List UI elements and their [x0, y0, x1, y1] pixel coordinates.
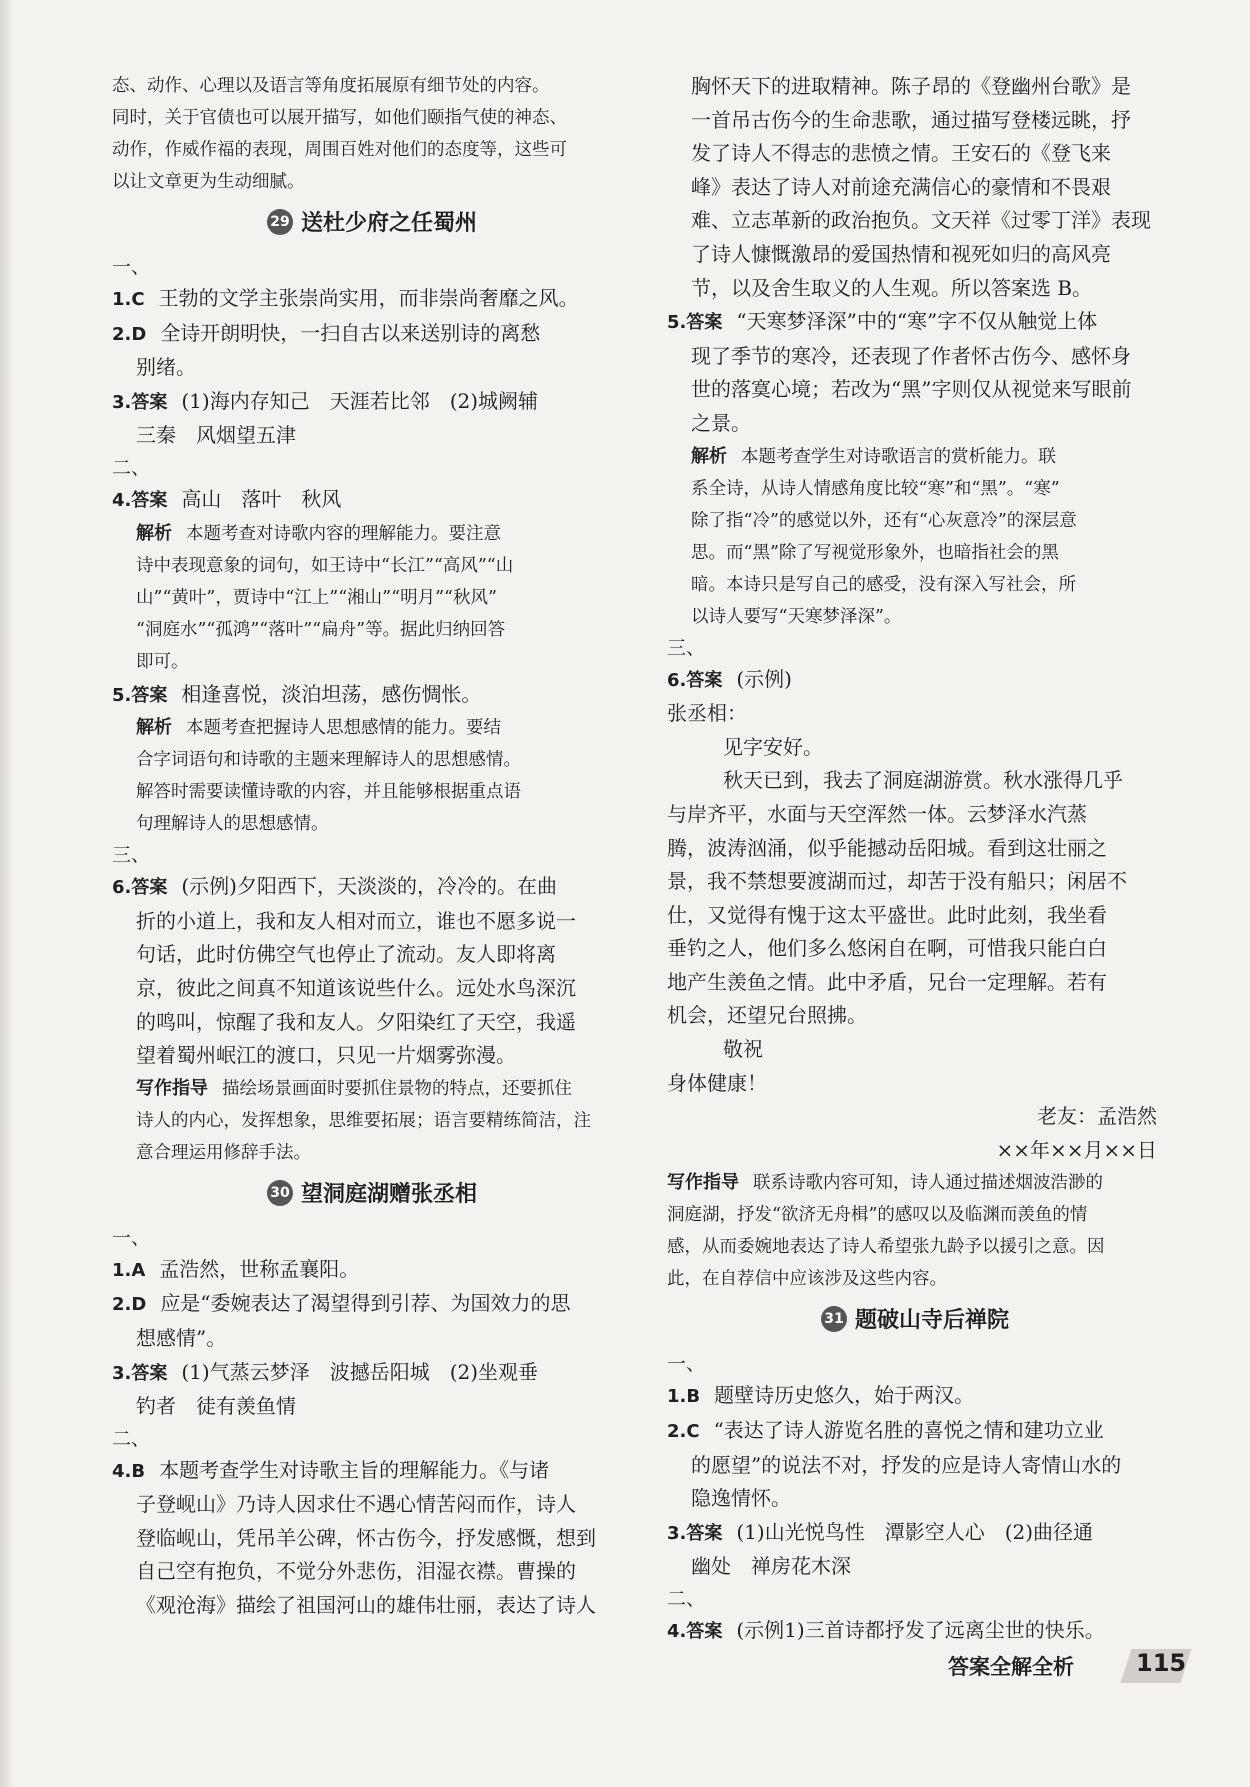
- answer-text: 别绪。: [136, 355, 196, 380]
- answer-item: [112, 282, 632, 317]
- text-line: 解答时需要读懂诗歌的内容，并且能够根据重点语: [136, 782, 521, 803]
- text-line: 除了指“冷”的感觉以外，还有“心灰意冷”的深层意: [691, 510, 1077, 531]
- part-heading: 二、: [112, 1427, 151, 1450]
- text-line: 意合理运用修辞手法。: [136, 1142, 311, 1163]
- writing-guide-block: [112, 1073, 632, 1169]
- answer-text: 孟浩然，世称孟襄阳。: [159, 1256, 360, 1281]
- text-line: 感，从而委婉地表达了诗人希望张九龄予以援引之意。因: [667, 1237, 1105, 1258]
- text-line: 折的小道上，我和友人相对而立，谁也不愿多说一: [136, 908, 576, 933]
- question-label: 4.答案: [667, 1621, 723, 1642]
- writing-guide-block: [667, 1167, 1163, 1295]
- part-heading: 一、: [112, 256, 151, 278]
- text-line: 胸怀天下的进取精神。陈子昂的《登幽州台歌》是: [691, 74, 1131, 98]
- analysis-label: 解析: [136, 717, 172, 739]
- answer-text: 全诗开朗明快，一扫自古以来送别诗的离愁: [160, 320, 541, 345]
- continued-answer: [667, 70, 1163, 305]
- letter-closing: 敬祝: [723, 1037, 763, 1062]
- text-line: 联系诗歌内容可知，诗人通过描述烟波浩渺的: [753, 1173, 1103, 1194]
- answer-block: [667, 1414, 1163, 1516]
- letter-greeting: 见字安好。: [723, 734, 823, 759]
- analysis-label: 解析: [691, 445, 727, 467]
- page-footer: [948, 1647, 1208, 1687]
- text-line: 登临岘山，凭吊羊公碑，怀古伤今，抒发感慨，想到: [136, 1525, 596, 1550]
- text-line: 系全诗，从诗人情感角度比较“寒”和“黑”。“寒”: [691, 478, 1060, 499]
- text-line: 诗人的内心，发挥想象，思维要拓展；语言要精练简洁，注: [136, 1110, 591, 1131]
- text-line: 本题考查对诗歌内容的理解能力。要注意: [186, 523, 501, 544]
- text-line: 难、立志革新的政治抱负。文天祥《过零丁洋》表现: [691, 208, 1151, 233]
- text-line: 峰》表达了诗人对前途充满信心的豪情和不畏艰: [691, 174, 1111, 199]
- section-number-badge: 29: [267, 209, 293, 235]
- answer-text: (1)气蒸云梦泽 波撼岳阳城 (2)坐观垂: [181, 1359, 539, 1384]
- answer-item: [112, 483, 632, 518]
- answer-text: 想感情”。: [136, 1325, 227, 1350]
- section-title-29: [112, 202, 632, 246]
- analysis-block: [112, 712, 632, 840]
- question-label: 4.B: [112, 1460, 146, 1482]
- text-line: 了诗人慷慨激昂的爱国热情和视死如归的高风亮: [691, 241, 1111, 266]
- text-line: 机会，还望兄台照拂。: [667, 1003, 867, 1028]
- question-label: 6.答案: [667, 669, 723, 691]
- answer-text: 应是“委婉表达了渴望得到引荐、为国效力的思: [160, 1291, 571, 1316]
- question-label: 5.答案: [667, 312, 723, 334]
- text-line: 洞庭湖，抒发“欲济无舟楫”的感叹以及临渊而羡鱼的情: [667, 1205, 1088, 1226]
- answer-item: [112, 1287, 632, 1322]
- answer-text: 钓者 徒有羡鱼情: [136, 1394, 296, 1419]
- part-heading: 一、: [667, 1353, 706, 1376]
- text-line: 思。而“黑”除了写视觉形象外，也暗指社会的黑: [691, 542, 1059, 563]
- part-heading: 三、: [112, 844, 151, 867]
- analysis-block: [667, 441, 1163, 633]
- text-line: 一首吊古伤今的生命悲歌，通过描写登楼远眺，抒: [691, 107, 1131, 132]
- text-line: 仕，又觉得有愧于这太平盛世。此时此刻，我坐看: [667, 902, 1107, 927]
- question-label: 5.答案: [112, 684, 168, 706]
- answer-text: (1)山光悦鸟性 潭影空人心 (2)曲径通: [736, 1519, 1094, 1544]
- left-column: [112, 70, 632, 1623]
- section-title-31: [667, 1299, 1163, 1343]
- text-line: 本题考查学生对诗歌语言的赏析能力。联: [741, 446, 1056, 467]
- answer-text: 高山 落叶 秋风: [181, 486, 342, 511]
- answer-item: [667, 663, 1163, 698]
- answer-item: [112, 317, 632, 352]
- text-line: 句理解诗人的思想感情。: [136, 814, 329, 835]
- question-label: 2.D: [112, 1294, 147, 1316]
- part-heading: 二、: [667, 1588, 706, 1610]
- text-line: (示例)夕阳西下，天淡淡的，冷冷的。在曲: [181, 874, 557, 899]
- text-line: 诗中表现意象的词句，如王诗中“长江”“高风”“山: [136, 555, 514, 576]
- answer-item: [667, 1614, 1163, 1649]
- text-line: 以诗人要写“天寒梦泽深”。: [691, 606, 902, 627]
- text-line: 节，以及舍生取义的人生观。所以答案选 B。: [691, 275, 1093, 300]
- question-label: 2.C: [667, 1421, 700, 1443]
- text-line: 与岸齐平，水面与天空浑然一体。云梦泽水汽蒸: [667, 801, 1087, 826]
- answer-text: 王勃的文学主张崇尚实用，而非崇尚奢靡之风。: [158, 286, 579, 310]
- answer-block: [667, 305, 1163, 440]
- text-line: 的鸣叫，惊醒了我和友人。夕阳染红了天空，我遥: [136, 1009, 576, 1034]
- section-title-text: 望洞庭湖赠张丞相: [300, 1181, 477, 1207]
- text-line: 动作，作威作福的表现，周围百姓对他们的态度等，这些可: [112, 140, 567, 160]
- text-line: “天寒梦泽深”中的“寒”字不仅从触觉上体: [736, 309, 1098, 334]
- text-line: 腾，波涛汹涌，似乎能撼动岳阳城。看到这壮丽之: [667, 835, 1107, 860]
- text-line: 秋天已到，我去了洞庭湖游赏。秋水涨得几乎: [723, 768, 1123, 793]
- part-heading: 三、: [667, 636, 706, 659]
- question-label: 1.A: [112, 1259, 146, 1281]
- answer-item: [112, 385, 632, 420]
- letter-closing: 身体健康！: [667, 1070, 767, 1095]
- question-label: 6.答案: [112, 877, 168, 899]
- text-line: 隐逸情怀。: [691, 1486, 791, 1511]
- text-line: 态、动作、心理以及语言等角度拓展原有细节处的内容。: [112, 76, 550, 96]
- guide-label: 写作指导: [136, 1077, 208, 1099]
- right-column: [667, 70, 1163, 1649]
- footer-label: 答案全解全析: [948, 1655, 1074, 1679]
- text-line: 现了季节的寒冷，还表现了作者怀古伤今、感怀身: [691, 343, 1131, 368]
- page-binding-shadow: [0, 0, 14, 1787]
- letter-signature: 老友：孟浩然: [1037, 1104, 1157, 1129]
- page-number: 115: [1136, 1649, 1187, 1677]
- text-line: 自己空有抱负，不觉分外悲伤，泪湿衣襟。曹操的: [136, 1559, 576, 1584]
- text-line: 地产生羡鱼之情。此中矛盾，兄台一定理解。若有: [667, 969, 1107, 994]
- text-line: 描绘场景画面时要抓住景物的特点，还要抓住: [222, 1078, 572, 1099]
- text-line: 景，我不禁想要渡湖而过，却苦于没有船只；闲居不: [667, 869, 1127, 894]
- text-line: 本题考查学生对诗歌主旨的理解能力。《与诸: [159, 1457, 550, 1482]
- analysis-label: 解析: [136, 522, 172, 544]
- answer-item: [667, 1379, 1163, 1414]
- question-label: 1.C: [112, 289, 145, 310]
- answer-text: (1)海内存知己 天涯若比邻 (2)城阙辅: [181, 388, 539, 413]
- answer-text: (示例): [736, 666, 792, 691]
- text-line: “表达了诗人游览名胜的喜悦之情和建功立业: [713, 1418, 1104, 1443]
- text-line: 山”“黄叶”，贾诗中“江上”“湘山”“明月”“秋风”: [136, 587, 497, 608]
- text-line: 合字词语句和诗歌的主题来理解诗人的思想感情。: [136, 750, 521, 771]
- question-label: 3.答案: [667, 1522, 723, 1544]
- question-label: 2.D: [112, 323, 147, 345]
- question-label: 1.B: [667, 1386, 701, 1408]
- answer-item: [112, 678, 632, 713]
- text-line: 京，彼此之间真不知道该说些什么。远处水鸟深沉: [136, 975, 576, 1000]
- answer-item: [667, 1516, 1163, 1551]
- answer-text: 幽处 禅房花木深: [691, 1554, 851, 1579]
- section-number-badge: 30: [267, 1180, 293, 1206]
- section-title-text: 题破山寺后禅院: [854, 1308, 1009, 1334]
- intro-paragraph: [112, 70, 632, 198]
- answer-item: [112, 1356, 632, 1391]
- answer-item: [112, 1253, 632, 1288]
- text-line: 此，在自荐信中应该涉及这些内容。: [667, 1269, 947, 1290]
- text-line: 《观沧海》描绘了祖国河山的雄伟壮丽，表达了诗人: [136, 1593, 596, 1618]
- answer-block: [112, 1454, 632, 1623]
- text-line: 发了诗人不得志的悲愤之情。王安石的《登飞来: [691, 141, 1111, 166]
- answer-text: (示例1)三首诗都抒发了远离尘世的快乐。: [736, 1618, 1105, 1642]
- text-line: 的愿望”的说法不对，抒发的应是诗人寄情山水的: [691, 1452, 1122, 1477]
- section-title-text: 送杜少府之任蜀州: [300, 211, 477, 236]
- guide-label: 写作指导: [667, 1172, 739, 1194]
- text-line: 以让文章更为生动细腻。: [112, 172, 305, 192]
- text-line: 子登岘山》乃诗人因求仕不遇心情苦闷而作，诗人: [136, 1492, 576, 1517]
- letter-date: ××年××月××日: [996, 1137, 1157, 1162]
- section-number-badge: 31: [821, 1306, 847, 1332]
- text-line: 本题考查把握诗人思想感情的能力。要结: [186, 718, 501, 739]
- question-label: 4.答案: [112, 489, 168, 511]
- part-heading: 一、: [112, 1226, 151, 1249]
- text-line: 望着蜀州岷江的渡口，只见一片烟雾弥漫。: [136, 1043, 516, 1068]
- text-line: 世的落寞心境；若改为“黑”字则仅从视觉来写眼前: [691, 377, 1132, 402]
- analysis-block: [112, 518, 632, 678]
- section-title-30: [112, 1173, 632, 1217]
- letter-salutation: 张丞相：: [667, 701, 747, 726]
- text-line: 垂钓之人，他们多么悠闲自在啊，可惜我只能白白: [667, 936, 1107, 961]
- text-line: 同时，关于官债也可以展开描写，如他们颐指气使的神态、: [112, 108, 567, 128]
- text-line: 即可。: [136, 651, 189, 672]
- part-heading: 二、: [112, 456, 151, 479]
- text-line: “洞庭水”“孤鸿”“落叶”“扁舟”等。据此归纳回答: [136, 619, 506, 640]
- question-label: 3.答案: [112, 391, 168, 413]
- answer-text: 三秦 风烟望五津: [136, 423, 296, 448]
- text-line: 暗。本诗只是写自己的感受，没有深入写社会，所: [691, 574, 1076, 595]
- text-line: 句话，此时仿佛空气也停止了流动。友人即将离: [136, 942, 556, 967]
- question-label: 3.答案: [112, 1362, 168, 1384]
- text-line: 之景。: [691, 410, 751, 435]
- answer-text: 题壁诗历史悠久，始于两汉。: [714, 1383, 975, 1408]
- answer-block: [112, 870, 632, 1073]
- answer-text: 相逢喜悦，淡泊坦荡，感伤惆怅。: [181, 681, 482, 706]
- letter: [667, 697, 1163, 1167]
